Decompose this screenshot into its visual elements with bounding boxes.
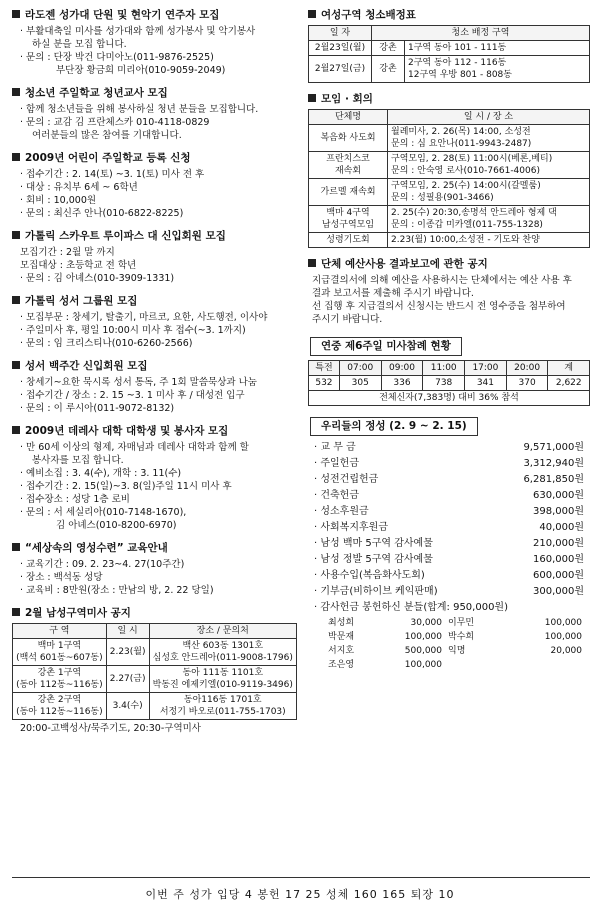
table-header-row (309, 26, 590, 41)
text-line: · 창세기~요한 묵시록 성서 통독, 주 1회 말씀묵상과 나눔 (20, 377, 257, 388)
section-heading: 가톨릭 스카우트 루이파스 대 신입회원 모집 (12, 229, 297, 244)
square-bullet-icon (12, 426, 20, 434)
text-line: · 교육비 : 8만원(장소 : 만남의 방, 2. 22 당일) (20, 585, 214, 596)
spirituality-course-section (12, 541, 297, 597)
place-cell: 동아116동 1701호 서정기 바오로(011-755-1703) (149, 693, 296, 720)
table-header-row (309, 110, 590, 125)
column-header: 07:00 (339, 361, 381, 376)
column-header: 일 자 (309, 26, 372, 41)
donor-name: 최성희 (328, 618, 355, 628)
square-bullet-icon (12, 543, 20, 551)
square-bullet-icon (12, 153, 20, 161)
youth-teacher-section (12, 86, 297, 142)
text-line: 주시기 바랍니다. (312, 314, 383, 325)
group-cell: 백마 4구역 남성구역모임 (309, 206, 388, 233)
square-bullet-icon (12, 88, 20, 96)
text-line: · 문의 : 김 아녜스(010-3909-1331) (20, 273, 175, 284)
text-line: 봉사자를 모집 합니다. (32, 455, 124, 466)
detail-cell: 2. 25(수) 20:30,송명석 안드레아 형제 댁 문의 : 이종갑 미카엘(011-755-1328) (388, 206, 590, 233)
count-cell: 370 (506, 376, 548, 391)
section-heading: 성서 백주간 신입회원 모집 (12, 359, 297, 374)
column-header: 구 역 (13, 624, 107, 639)
schedule-note: 20:00-고백성사/묵주기도, 20:30-구역미사 (20, 723, 201, 734)
district-cell: 강촌 1구역 (동아 112동~116동) (13, 666, 107, 693)
text-line: · 접수장소 : 성당 1층 로비 (20, 494, 130, 505)
count-cell: 532 (309, 376, 340, 391)
cleaning-schedule-section (308, 8, 590, 83)
attendance-table (308, 360, 590, 406)
date-cell: 3.4(수) (106, 693, 149, 720)
date-cell: 2.23(월) (106, 639, 149, 666)
assignment-cell: 2구역 동아 112 - 116동 12구역 우방 801 - 808동 (405, 56, 590, 83)
group-cell: 프란치스코 재속회 (309, 152, 388, 179)
square-bullet-icon (12, 10, 20, 18)
text-line: 모집대상 : 초등학교 전 학년 (20, 260, 137, 271)
section-heading: 연중 제6주일 미사참례 현황 (310, 337, 462, 356)
column-header: 17:00 (465, 361, 507, 376)
children-school-section (12, 151, 297, 220)
list-item: · 기부금(비하이브 케익판매) 300,000원 (314, 586, 584, 597)
section-heading: 2월 남성구역미사 공지 (12, 606, 297, 621)
section-heading: 2009년 데레사 대학 대학생 및 봉사자 모집 (12, 424, 297, 439)
donor-amount (528, 658, 588, 672)
meetings-table (308, 109, 590, 248)
text-line: · 대상 : 유치부 6세 ~ 6학년 (20, 182, 138, 193)
text-line: · 만 60세 이상의 형제, 자매님과 데레사 대학과 함께 할 (20, 442, 249, 453)
text-line: · 회비 : 10,000원 (20, 195, 97, 206)
text-line: · 문의 : 서 세실리아(010-7148-1670), (20, 507, 187, 518)
teresa-college-section (12, 424, 297, 532)
section-heading: 청소년 주일학교 청년교사 모집 (12, 86, 297, 101)
table-header-row (309, 361, 590, 376)
assignment-cell: 1구역 동아 101 - 111동 (405, 41, 590, 56)
list-item: · 성소후원금 398,000원 (314, 506, 584, 517)
donor-amount: 30,000 (410, 618, 442, 628)
mens-mass-table (12, 623, 297, 720)
donor-amount: 100,000 (404, 632, 442, 642)
square-bullet-icon (12, 231, 20, 239)
count-cell: 341 (465, 376, 507, 391)
text-line: 지급결의서에 의해 예산을 사용하시는 단체에서는 예산 사용 후 (312, 275, 572, 286)
text-line: · 문의 : 최신주 안나(010-6822-8225) (20, 208, 184, 219)
column-header: 장소 / 문의처 (149, 624, 296, 639)
donor-name: 박문재 (328, 632, 355, 642)
text-line: 결과 보고서를 제출해 주시기 바랍니다. (312, 288, 474, 299)
table-row (13, 693, 297, 720)
donor-name: 박수희 (448, 632, 475, 642)
total-cell: 2,622 (548, 376, 590, 391)
summary-cell: 전체신자(7,383명) 대비 36% 참석 (309, 391, 590, 406)
text-line: · 교육기간 : 09. 2. 23~4. 27(10주간) (20, 559, 185, 570)
bible-100-section (12, 359, 297, 415)
section-heading: 2009년 어린이 주일학교 등록 신청 (12, 151, 297, 166)
table-row (309, 206, 590, 233)
text-line: 김 아녜스(010-8200-6970) (56, 520, 177, 531)
list-item: · 성전건립헌금 6,281,850원 (314, 474, 584, 485)
table-row (309, 376, 590, 391)
cleaning-table (308, 25, 590, 83)
donor-name: 조은영 (328, 660, 355, 670)
table-row (309, 152, 590, 179)
square-bullet-icon (308, 10, 316, 18)
area-cell: 강촌 (372, 41, 405, 56)
donor-amount: 500,000 (404, 646, 442, 656)
square-bullet-icon (12, 361, 20, 369)
donor-name (448, 658, 528, 672)
thanks-heading: · 감사헌금 봉헌하신 분들(합계: 950,000원) (314, 602, 508, 613)
text-line: 하실 분을 모집 합니다. (32, 39, 127, 50)
donor-amount: 20,000 (550, 646, 582, 656)
column-header: 계 (548, 361, 590, 376)
text-line: · 접수기간 : 2. 15(일)~3. 8(일)주일 11시 미사 후 (20, 481, 232, 492)
detail-cell: 구역모임, 2. 25(수) 14:00시(갈멜룸) 문의 : 성필용(901-3466) (388, 179, 590, 206)
donor-amount: 100,000 (544, 618, 582, 628)
text-line: · 함께 청소년들을 위해 봉사하실 청년 분들을 모집합니다. (20, 104, 259, 115)
column-header: 09:00 (381, 361, 423, 376)
text-line: · 문의 : 임 크리스티나(010-6260-2566) (20, 338, 193, 349)
text-line: 모집기간 : 2월 말 까지 (20, 247, 115, 258)
group-cell: 복음화 사도회 (309, 125, 388, 152)
scout-section (12, 229, 297, 285)
donor-grid (308, 616, 590, 672)
text-line: 선 집행 후 지급결의서 신청시는 반드시 전 영수증을 첨부하여 (312, 301, 566, 312)
table-row (309, 391, 590, 406)
count-cell: 305 (339, 376, 381, 391)
date-cell: 2.27(금) (106, 666, 149, 693)
group-cell: 가르멜 재속회 (309, 179, 388, 206)
text-line: 부단장 황금희 미리아(010-9059-2049) (56, 65, 226, 76)
section-heading: “세상속의 영성수련” 교육안내 (12, 541, 297, 556)
table-row (309, 41, 590, 56)
offerings-list (308, 440, 590, 616)
mens-district-mass-section (12, 606, 297, 735)
column-header: 단체명 (309, 110, 388, 125)
text-line: 여러분들의 많은 참여를 기대합니다. (32, 130, 182, 141)
donor-amount: 100,000 (544, 632, 582, 642)
table-row (309, 233, 590, 248)
column-header: 특전 (309, 361, 340, 376)
date-cell: 2월23일(월) (309, 41, 372, 56)
text-line: · 접수기간 / 장소 : 2. 15 ~3. 1 미사 후 / 대성전 입구 (20, 390, 245, 401)
choir-recruit-section (12, 8, 297, 77)
square-bullet-icon (308, 94, 316, 102)
left-column (12, 8, 297, 744)
place-cell: 동아 111동 1101호 박동진 에제키엘(010-9119-3496) (149, 666, 296, 693)
date-cell: 2월27일(금) (309, 56, 372, 83)
text-line: · 문의 : 교감 김 프란체스카 010-4118-0829 (20, 117, 210, 128)
table-row (13, 666, 297, 693)
table-row (309, 179, 590, 206)
text-line: · 부활대축일 미사를 성가대와 함께 성가봉사 및 악기봉사 (20, 26, 256, 37)
donor-name: 익명 (448, 646, 466, 656)
detail-cell: 월례미사, 2. 26(목) 14:00, 소성전 문의 : 심 요안나(011-9943-2487) (388, 125, 590, 152)
column-header: 청소 배정 구역 (372, 26, 590, 41)
square-bullet-icon (308, 259, 316, 267)
mass-attendance-section (308, 335, 590, 406)
text-line: · 주일미사 후, 평일 10:00시 미사 후 접수(~3. 1까지) (20, 325, 246, 336)
district-cell: 백마 1구역 (백석 601동~607동) (13, 639, 107, 666)
section-heading: 우리들의 정성 (2. 9 ~ 2. 15) (310, 417, 478, 436)
section-heading: 여성구역 청소배정표 (308, 8, 590, 23)
square-bullet-icon (12, 608, 20, 616)
table-row (13, 639, 297, 666)
footer-divider (12, 877, 590, 878)
hymn-footer: 이번 주 성가 입당 4 봉헌 17 25 성체 160 165 퇴장 10 (145, 888, 455, 901)
offerings-section (308, 415, 590, 672)
column-header: 20:00 (506, 361, 548, 376)
count-cell: 336 (381, 376, 423, 391)
donor-name: 이무민 (448, 618, 475, 628)
text-line: · 문의 : 단장 박건 다미아노(011-9876-2525) (20, 52, 214, 63)
group-cell: 성령기도회 (309, 233, 388, 248)
place-cell: 백산 603동 1301호 심성호 안드레아(011-9008-1796) (149, 639, 296, 666)
column-header: 일 시 / 장 소 (388, 110, 590, 125)
table-row (309, 56, 590, 83)
table-header-row (13, 624, 297, 639)
column-header: 일 시 (106, 624, 149, 639)
list-item: · 교 무 금 9,571,000원 (314, 442, 584, 453)
section-heading: 모임 · 회의 (308, 92, 590, 107)
text-line: · 예비소집 : 3. 4(수), 개학 : 3. 11(수) (20, 468, 182, 479)
section-heading: 가톨릭 성서 그룹원 모집 (12, 294, 297, 309)
detail-cell: 구역모임, 2. 28(토) 11:00시(베론,베티) 문의 : 안숙영 로사(010-7661-4006) (388, 152, 590, 179)
section-heading: 단체 예산사용 결과보고에 관한 공지 (308, 257, 590, 272)
right-column (308, 8, 590, 681)
donor-name: 서지호 (328, 646, 355, 656)
text-line: · 장소 : 백석동 성당 (20, 572, 103, 583)
area-cell: 강촌 (372, 56, 405, 83)
donor-amount: 100,000 (404, 660, 442, 670)
list-item: · 건축헌금 630,000원 (314, 490, 584, 501)
section-heading: 라도젠 성가대 단원 및 현악기 연주자 모집 (12, 8, 297, 23)
table-row (309, 125, 590, 152)
district-cell: 강촌 2구역 (동아 112동~116동) (13, 693, 107, 720)
list-item: · 주일헌금 3,312,940원 (314, 458, 584, 469)
list-item: · 사용수입(복음화사도회) 600,000원 (314, 570, 584, 581)
list-item: · 남성 백마 5구역 감사예물 210,000원 (314, 538, 584, 549)
square-bullet-icon (12, 296, 20, 304)
list-item: · 남성 정발 5구역 감사예물 160,000원 (314, 554, 584, 565)
bible-group-section (12, 294, 297, 350)
list-item: · 사회복지후원금 40,000원 (314, 522, 584, 533)
text-line: · 모집부문 : 창세기, 탈출기, 마르코, 요한, 사도행전, 이사야 (20, 312, 268, 323)
column-header: 11:00 (423, 361, 465, 376)
count-cell: 738 (423, 376, 465, 391)
meetings-section (308, 92, 590, 248)
detail-cell: 2.23(월) 10:00,소성전 - 기도와 찬양 (388, 233, 590, 248)
text-line: · 접수기간 : 2. 14(토) ~3. 1(토) 미사 전 후 (20, 169, 205, 180)
text-line: · 문의 : 이 루시아(011-9072-8132) (20, 403, 175, 414)
budget-notice-section (308, 257, 590, 326)
